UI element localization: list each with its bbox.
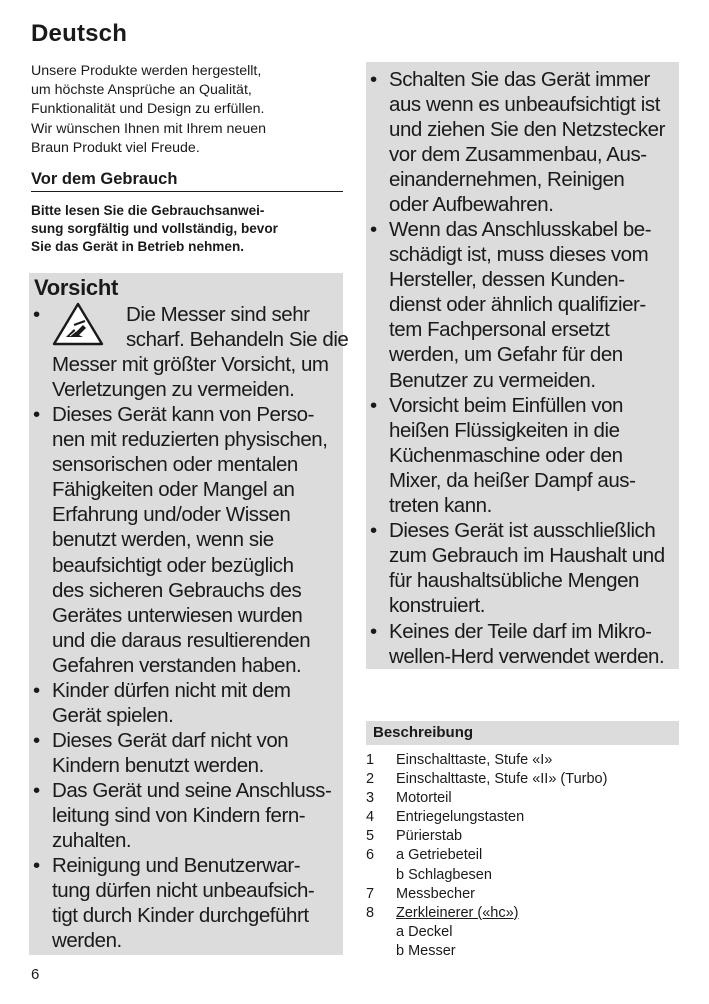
item-line: nen mit reduzierten physischen, [52,428,328,452]
item-number: 4 [366,809,375,826]
item-number: 3 [366,790,375,807]
item-line: und die daraus resultierenden [52,628,311,652]
item-line: Dieses Gerät darf nicht von [52,729,289,752]
item-line: Erfahrung und/oder Wissen [52,503,291,527]
item-line: zum Gebrauch im Haushalt und [389,544,665,568]
caution-item-4 [33,728,289,778]
safety-item-4 [370,518,665,618]
item-line: aus wenn es unbeaufsichtigt ist [389,93,660,117]
caution-title: Vorsicht [34,275,118,300]
item-line: benutzt werden, wenn sie [52,528,274,552]
bullet: • [370,68,377,91]
item-line: Hersteller, dessen Kunden- [389,268,625,292]
item-line: Kinder dürfen nicht mit dem [52,679,291,702]
bullet: • [33,679,40,702]
item-line: schädigt ist, muss dieses vom [389,243,649,267]
item-text: Messbecher [396,885,475,902]
item-line: des sicheren Gebrauchs des [52,578,302,602]
bullet: • [33,779,40,802]
item-line: Schalten Sie das Gerät immer [389,68,650,91]
intro-line: Unsere Produkte werden hergestellt, [31,63,262,79]
item-line: Vorsicht beim Einfüllen von [389,394,623,417]
item-line: leitung sind von Kindern fern- [52,804,306,828]
item-line: Kindern benutzt werden. [52,754,264,778]
item-text: Pürierstab [396,828,463,845]
item-text: Einschalttaste, Stufe «I» [396,752,553,768]
item-line: Reinigung und Benutzerwar- [52,854,301,877]
item-line: Dieses Gerät kann von Perso- [52,403,314,426]
read-instructions-note [31,202,346,257]
item-number: 8 [366,904,375,921]
item-line: oder Aufbewahren. [389,193,554,217]
item-number: 2 [366,771,375,788]
item-line: Mixer, da heißer Dampf aus- [389,469,636,493]
item-line: Wenn das Anschlusskabel be- [389,218,652,241]
bullet: • [33,729,40,752]
note-line: Bitte lesen Sie die Gebrauchsanwei- [31,203,265,218]
item-line: und ziehen Sie den Netzstecker [389,118,665,142]
item-line: dienst oder ähnlich qualifizier- [389,293,646,317]
caution-item-1 [33,302,349,402]
item-line: zuhalten. [52,829,132,853]
caution-item-6 [33,853,315,953]
item-line: Gerät spielen. [52,704,174,728]
item-line: scharf. Behandeln Sie die [126,328,349,352]
item-line: treten kann. [389,494,492,518]
safety-item-2 [370,217,652,393]
item-line: Gefahren verstanden haben. [52,653,302,677]
item-number: 7 [366,885,375,902]
item-line: werden. [52,929,122,953]
item-line: Verletzungen zu vermeiden. [52,378,295,402]
item-line: Gerätes unterwiesen wurden [52,603,303,627]
bullet: • [370,519,377,542]
item-text: Zerkleinerer («hc») [396,904,519,921]
item-line: werden, um Gefahr für den [389,343,623,367]
intro-paragraph [31,62,331,158]
safety-item-1 [370,67,665,218]
item-text: b Schlagbesen [396,866,492,883]
section-heading: Vor dem Gebrauch [31,170,343,192]
page-title: Deutsch [31,20,128,47]
item-line: sensorischen oder mentalen [52,453,298,477]
caution-item-3 [33,678,291,728]
item-text: b Messer [396,942,456,959]
intro-line: Funktionalität und Design zu erfüllen. [31,101,265,118]
item-text: a Deckel [396,923,453,940]
bullet: • [33,854,40,877]
item-text: Entriegelungstasten [396,809,525,826]
safety-item-5 [370,619,665,669]
item-line: vor dem Zusammenbau, Aus- [389,143,647,167]
item-line: Fähigkeiten oder Mangel an [52,478,295,502]
item-line: Küchenmaschine oder den [389,444,623,468]
description-title: Beschreibung [373,724,474,741]
intro-line: um höchste Ansprüche an Qualität, [31,82,252,99]
item-line: für haushaltsübliche Mengen [389,569,639,593]
bullet: • [370,394,377,417]
item-line: tung dürfen nicht unbeaufsich- [52,879,315,903]
bullet: • [370,218,377,241]
page-number: 6 [31,966,40,983]
intro-line: Braun Produkt viel Freude. [31,139,200,156]
item-line: Keines der Teile darf im Mikro- [389,620,652,643]
safety-item-3 [370,393,636,518]
item-number: 5 [366,828,375,845]
bullet: • [370,620,377,643]
item-line: Die Messer sind sehr [126,303,310,326]
item-text: a Getriebeteil [396,847,483,864]
item-number: 1 [366,752,375,768]
item-line: Messer mit größter Vorsicht, um [52,353,329,377]
note-line: Sie das Gerät in Betrieb nehmen. [31,239,245,255]
item-line: Das Gerät und seine Anschluss- [52,779,332,802]
item-text: Motorteil [396,790,452,807]
bullet: • [33,403,40,426]
item-line: tem Fachpersonal ersetzt [389,318,610,342]
item-line: wellen-Herd verwendet werden. [389,645,665,669]
caution-item-2 [33,402,328,678]
item-line: einandernehmen, Reinigen [389,168,625,192]
item-line: Benutzer zu vermeiden. [389,368,596,392]
caution-item-5 [33,778,332,853]
item-text: Einschalttaste, Stufe «II» (Turbo) [396,771,608,788]
item-line: Dieses Gerät ist ausschließlich [389,519,656,542]
item-line: heißen Flüssigkeiten in die [389,419,620,443]
bullet: • [33,303,40,326]
item-number: 6 [366,847,375,864]
item-line: tigt durch Kinder durchgeführt [52,904,309,928]
intro-line: Wir wünschen Ihnen mit Ihrem neuen [31,120,266,137]
item-line: beaufsichtigt oder bezüglich [52,553,294,577]
item-line: konstruiert. [389,594,485,618]
note-line: sung sorgfältig und vollständig, bevor [31,221,278,237]
